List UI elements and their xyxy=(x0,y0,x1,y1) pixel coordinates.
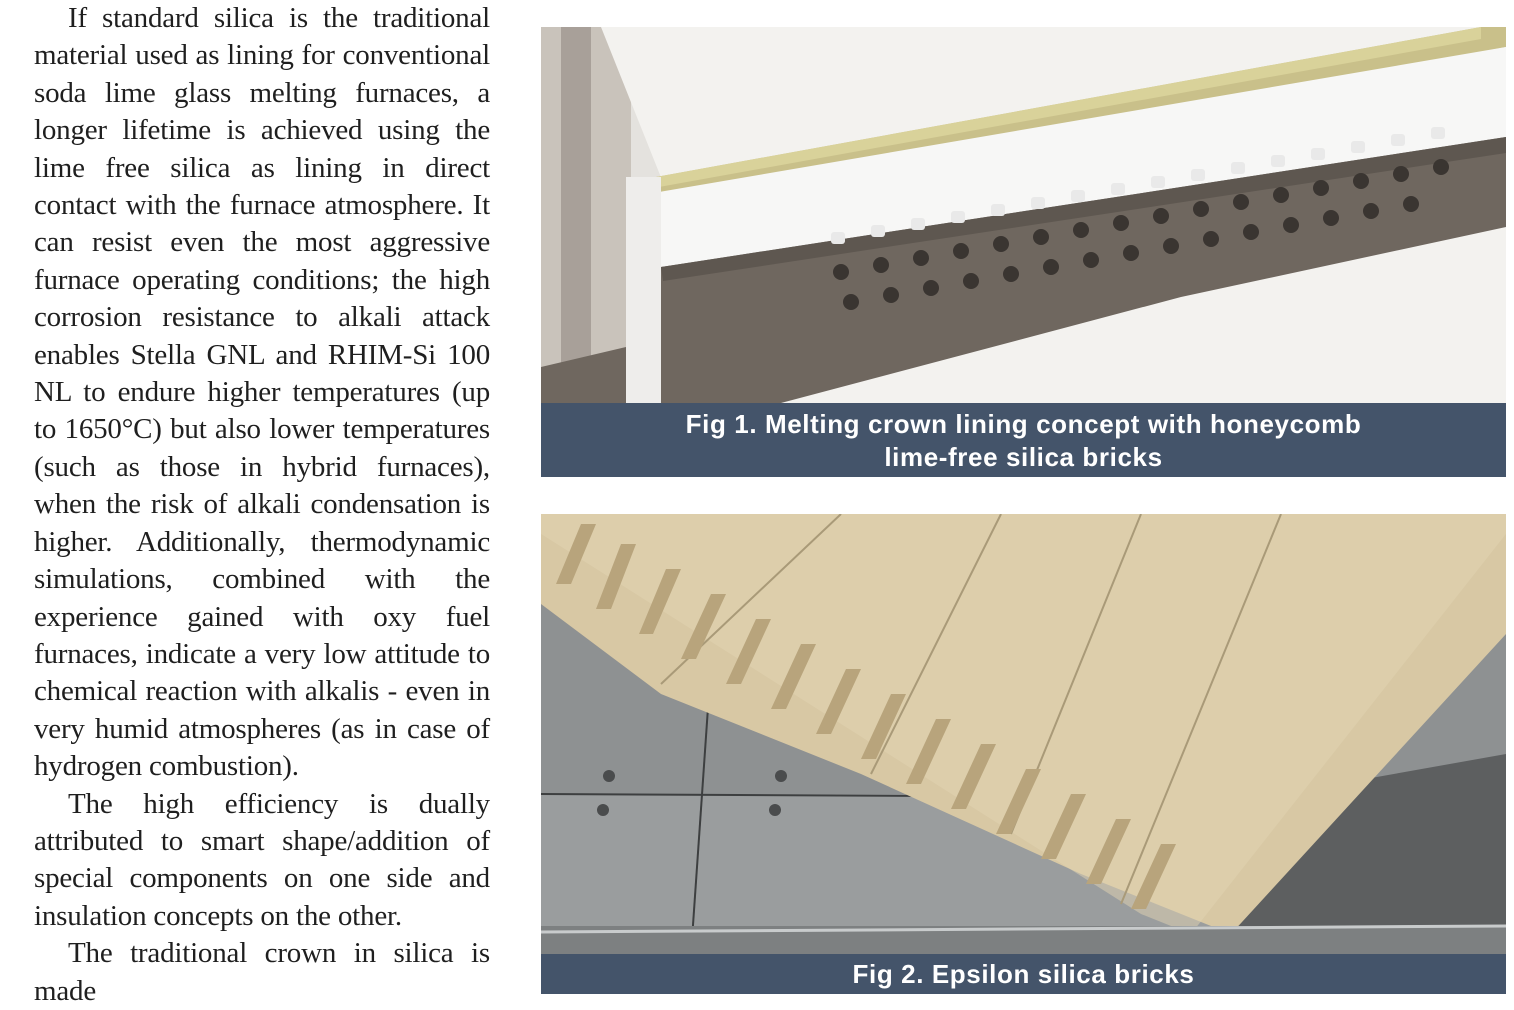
paragraph-2: The high efficiency is dually attributed to smart shape/addition of special components on one side and insulation concepts on the other. xyxy=(34,787,490,932)
figure-1-caption-line-2: lime-free silica bricks xyxy=(884,442,1163,472)
paragraph-1: If standard silica is the traditional material used as lining for conventional soda lime glass melting furnaces, a longer lifetime is achieved using the lime free silica as lining in direct contact with the furnace atmosphere. It can resist even the most aggressive furnace operating conditions; the high corrosion resistance to alkali attack enables Stella GNL and RHIM-Si 100 NL to endure higher temperatures (up to 1650°C) but also lower temperatures (such as those in hybrid furnaces), when the risk of alkali condensation is higher. Additionally, thermodynamic simulations, combined with the experience gained with oxy fuel furnaces, indicate a very low attitude to chemical reaction with alkalis - even in very humid atmospheres (as in case of hydrogen combustion). xyxy=(34,2,490,783)
figure-1-photo xyxy=(541,27,1506,403)
honeycomb-crown-illustration xyxy=(541,27,1506,403)
figure-1-caption xyxy=(541,403,1506,477)
figure-2-photo xyxy=(541,514,1506,954)
figure-1-caption-line-1: Fig 1. Melting crown lining concept with honeycomb xyxy=(685,409,1362,439)
figure-2 xyxy=(541,514,1506,994)
paragraph-3: The traditional crown in silica is made xyxy=(34,937,490,1007)
article-text-column xyxy=(34,0,490,1010)
figure-1 xyxy=(541,27,1506,477)
epsilon-bricks-illustration xyxy=(541,514,1506,954)
figure-2-caption: Fig 2. Epsilon silica bricks xyxy=(541,954,1506,994)
